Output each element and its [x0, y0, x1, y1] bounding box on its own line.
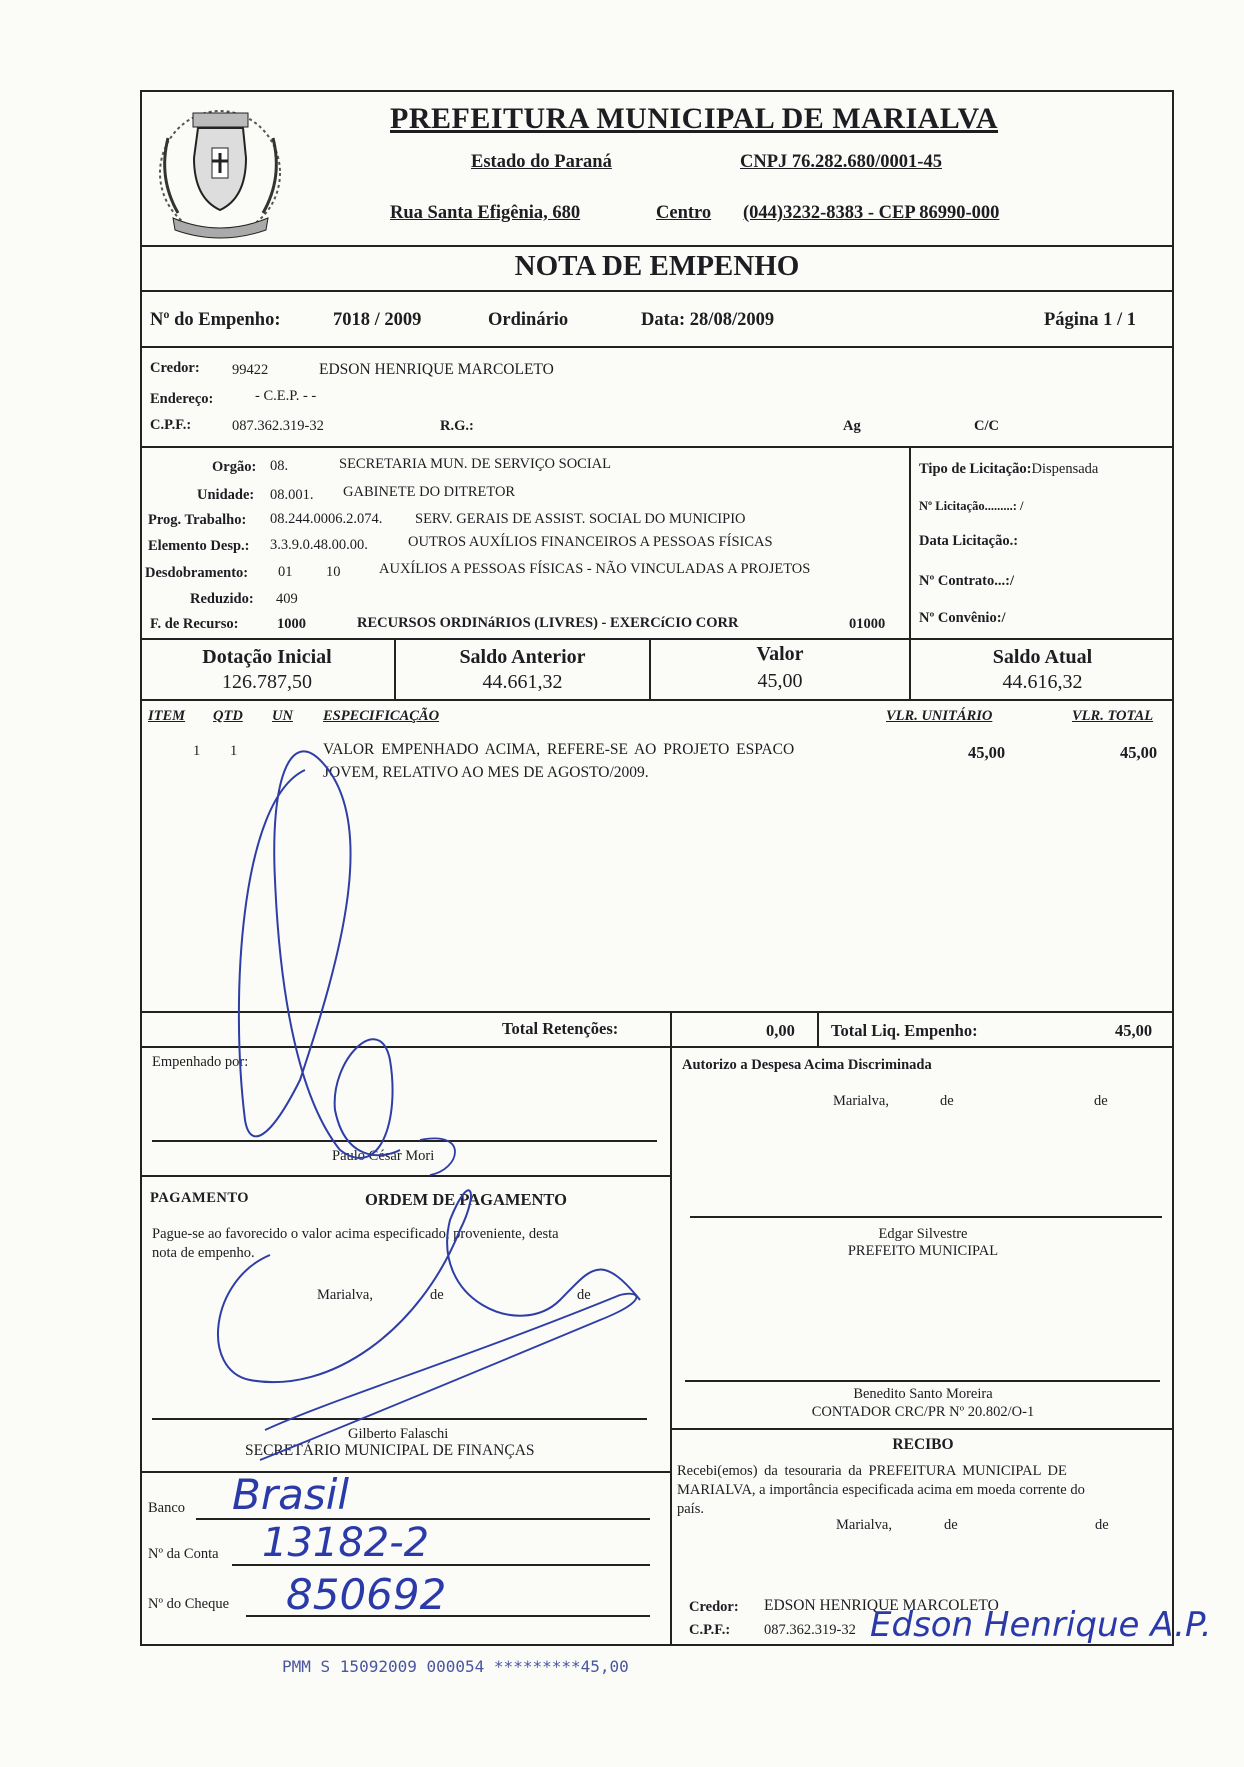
- fonte-label: F. de Recurso:: [150, 616, 239, 632]
- conta-handwriting: 13182-2: [262, 1520, 430, 1566]
- dotacao-value: 126.787,50: [222, 671, 312, 693]
- credor-code: 99422: [232, 362, 269, 378]
- payment-stamp: PMM S 15092009 000054 *********45,00: [282, 1657, 629, 1676]
- divider: [140, 1175, 671, 1177]
- elemento-label: Elemento Desp.:: [148, 538, 250, 554]
- total-retencoes-label: Total Retenções:: [502, 1019, 619, 1038]
- fonte-desc: RECURSOS ORDINáRIOS (LIVRES) - EXERCíCIO CORR: [357, 615, 739, 631]
- valor-label: Valor: [756, 643, 804, 665]
- total-retencoes-value: 0,00: [766, 1021, 795, 1040]
- fonte-code: 1000: [277, 616, 306, 632]
- recibo-text3: país.: [677, 1501, 704, 1517]
- licitacao-contrato: Nº Contrato...:/: [919, 573, 1014, 589]
- licitacao-numero: Nº Licitação.........: /: [919, 499, 1024, 513]
- mayor-title: PREFEITO MUNICIPAL: [847, 1243, 999, 1259]
- signature-line: [690, 1216, 1162, 1218]
- ordem-pagamento-label: ORDEM DE PAGAMENTO: [365, 1190, 567, 1209]
- mayor-name: Edgar Silvestre: [878, 1226, 968, 1242]
- cpf-value: 087.362.319-32: [232, 418, 324, 434]
- item-total-value: 45,00: [1120, 743, 1158, 762]
- pagamento-text1: Pague-se ao favorecido o valor acima especificado, proveniente, desta: [152, 1226, 559, 1242]
- col-unit: VLR. UNITÁRIO: [886, 708, 993, 724]
- banco-label: Banco: [148, 1500, 186, 1516]
- reduzido-code: 409: [276, 591, 298, 607]
- divider: [670, 1428, 1174, 1430]
- divider-vertical: [817, 1011, 819, 1046]
- banco-handwriting: Brasil: [232, 1470, 350, 1519]
- col-item: ITEM: [148, 708, 186, 724]
- total-liquido-value: 45,00: [1115, 1021, 1153, 1040]
- total-liquido-label: Total Liq. Empenho:: [831, 1021, 978, 1040]
- desdobramento-code2: 10: [326, 564, 341, 580]
- secretary-title: SECRETÁRIO MUNICIPAL DE FINANÇAS: [245, 1442, 535, 1459]
- prog-desc: SERV. GERAIS DE ASSIST. SOCIAL DO MUNICIPIO: [415, 511, 746, 527]
- pagamento-label: PAGAMENTO: [150, 1190, 250, 1206]
- unidade-label: Unidade:: [197, 487, 255, 503]
- item-spec-line1: VALOR EMPENHADO ACIMA, REFERE-SE AO PROJETO ESPACO: [323, 741, 795, 758]
- dotacao-label: Dotação Inicial: [202, 646, 332, 668]
- recibo-place: Marialva,: [836, 1517, 892, 1533]
- coat-of-arms-icon: [148, 98, 293, 248]
- rg-label: R.G.:: [440, 418, 474, 434]
- elemento-desc: OUTROS AUXÍLIOS FINANCEIROS A PESSOAS FÍSICAS: [408, 534, 773, 550]
- cheque-handwriting: 850692: [286, 1570, 447, 1619]
- recibo-text2: MARIALVA, a importância especificada acima em moeda corrente do: [677, 1482, 1085, 1498]
- header-phone: (044)3232-8383 - CEP 86990-000: [743, 203, 1000, 223]
- recibo-cpf-label: C.P.F.:: [689, 1622, 731, 1638]
- autorizo-de2: de: [1094, 1093, 1108, 1109]
- recibo-signature: Edson Henrique A.P.: [870, 1605, 1212, 1645]
- header-title: PREFEITURA MUNICIPAL DE MARIALVA: [390, 102, 999, 135]
- accountant-name: Benedito Santo Moreira: [853, 1386, 993, 1402]
- orgao-code: 08.: [270, 458, 289, 474]
- desdobramento-desc: AUXÍLIOS A PESSOAS FÍSICAS - NÃO VINCULADAS A PROJETOS: [379, 561, 811, 577]
- valor-value: 45,00: [757, 670, 803, 692]
- licitacao-data: Data Licitação.:: [919, 533, 1019, 549]
- header-district: Centro: [656, 203, 712, 223]
- col-un: UN: [272, 708, 293, 724]
- signature-line: [685, 1380, 1160, 1382]
- item-spec-line2: JOVEM, RELATIVO AO MES DE AGOSTO/2009.: [323, 764, 649, 781]
- saldo-atual-label: Saldo Atual: [992, 646, 1093, 668]
- divider: [140, 1046, 1174, 1048]
- prog-label: Prog. Trabalho:: [148, 512, 247, 528]
- autorizo-place: Marialva,: [833, 1093, 889, 1109]
- signature-line: [152, 1140, 657, 1142]
- pagamento-text2: nota de empenho.: [152, 1245, 255, 1261]
- divider-vertical: [670, 1046, 672, 1646]
- licitacao-tipo-label: Tipo de Licitação:Dispensada: [919, 461, 1099, 477]
- elemento-code: 3.3.9.0.48.00.00.: [270, 537, 368, 553]
- desdobramento-label: Desdobramento:: [145, 565, 249, 581]
- divider: [140, 346, 1174, 348]
- empenhado-label: Empenhado por:: [152, 1054, 249, 1070]
- divider: [140, 638, 1174, 640]
- item-unit-value: 45,00: [968, 743, 1006, 762]
- signature-line: [152, 1418, 647, 1420]
- cheque-label: Nº do Cheque: [148, 1596, 230, 1612]
- cpf-label: C.P.F.:: [150, 417, 192, 433]
- endereco-label: Endereço:: [150, 391, 214, 407]
- divider-vertical: [670, 1011, 672, 1046]
- desdobramento-code1: 01: [278, 564, 293, 580]
- empenho-date: Data: 28/08/2009: [641, 310, 775, 330]
- empenho-type: Ordinário: [488, 310, 569, 330]
- fonte-num: 01000: [849, 616, 886, 632]
- cc-label: C/C: [974, 418, 999, 434]
- empenho-page: Página 1 / 1: [1044, 310, 1136, 330]
- licitacao-convenio: Nº Convênio:/: [919, 610, 1006, 626]
- saldo-anterior-label: Saldo Anterior: [459, 646, 586, 668]
- secretary-name: Gilberto Falaschi: [348, 1426, 449, 1442]
- recibo-label: RECIBO: [892, 1436, 954, 1453]
- credor-label: Credor:: [150, 360, 200, 376]
- divider: [140, 1471, 671, 1473]
- orgao-desc: SECRETARIA MUN. DE SERVIÇO SOCIAL: [339, 456, 611, 472]
- col-total: VLR. TOTAL: [1072, 708, 1154, 724]
- credor-name: EDSON HENRIQUE MARCOLETO: [319, 361, 554, 378]
- reduzido-label: Reduzido:: [190, 591, 254, 607]
- saldo-atual-value: 44.616,32: [1002, 671, 1083, 693]
- recibo-credor: EDSON HENRIQUE MARCOLETO: [764, 1597, 999, 1614]
- endereco-value: - C.E.P. - -: [255, 388, 317, 404]
- unidade-desc: GABINETE DO DITRETOR: [343, 484, 516, 500]
- accountant-title: CONTADOR CRC/PR Nº 20.802/O-1: [811, 1404, 1035, 1420]
- item-number: 1: [193, 743, 201, 759]
- header-state: Estado do Paraná: [471, 152, 612, 172]
- pagamento-de2: de: [577, 1287, 591, 1303]
- divider: [140, 699, 1174, 701]
- prog-code: 08.244.0006.2.074.: [270, 511, 383, 527]
- doc-title: NOTA DE EMPENHO: [514, 250, 800, 282]
- col-spec: ESPECIFICAÇÃO: [323, 708, 440, 724]
- unidade-code: 08.001.: [270, 487, 314, 503]
- recibo-de2: de: [1095, 1517, 1109, 1533]
- recibo-text1: Recebi(emos) da tesouraria da PREFEITURA MUNICIPAL DE: [677, 1463, 1067, 1479]
- autorizo-de1: de: [940, 1093, 954, 1109]
- conta-label: Nº da Conta: [148, 1546, 219, 1562]
- header-address: Rua Santa Efigênia, 680: [390, 203, 581, 223]
- empenhado-name: Paulo César Mori: [332, 1148, 435, 1164]
- recibo-credor-label: Credor:: [689, 1599, 739, 1615]
- item-qtd: 1: [230, 743, 238, 759]
- divider: [140, 290, 1174, 292]
- pagamento-de1: de: [430, 1287, 444, 1303]
- empenho-number: 7018 / 2009: [333, 310, 422, 330]
- divider-vertical: [909, 446, 911, 638]
- divider: [140, 245, 1174, 247]
- recibo-de1: de: [944, 1517, 958, 1533]
- divider: [140, 446, 1174, 448]
- saldo-anterior-value: 44.661,32: [482, 671, 563, 693]
- orgao-label: Orgão:: [212, 459, 257, 475]
- header-cnpj: CNPJ 76.282.680/0001-45: [740, 152, 942, 172]
- recibo-cpf: 087.362.319-32: [764, 1622, 856, 1638]
- divider: [140, 1011, 1174, 1013]
- pagamento-place: Marialva,: [317, 1287, 373, 1303]
- col-qtd: QTD: [213, 708, 243, 724]
- empenho-number-label: Nº do Empenho:: [150, 310, 281, 330]
- ag-label: Ag: [843, 418, 861, 434]
- autorizo-label: Autorizo a Despesa Acima Discriminada: [682, 1057, 932, 1073]
